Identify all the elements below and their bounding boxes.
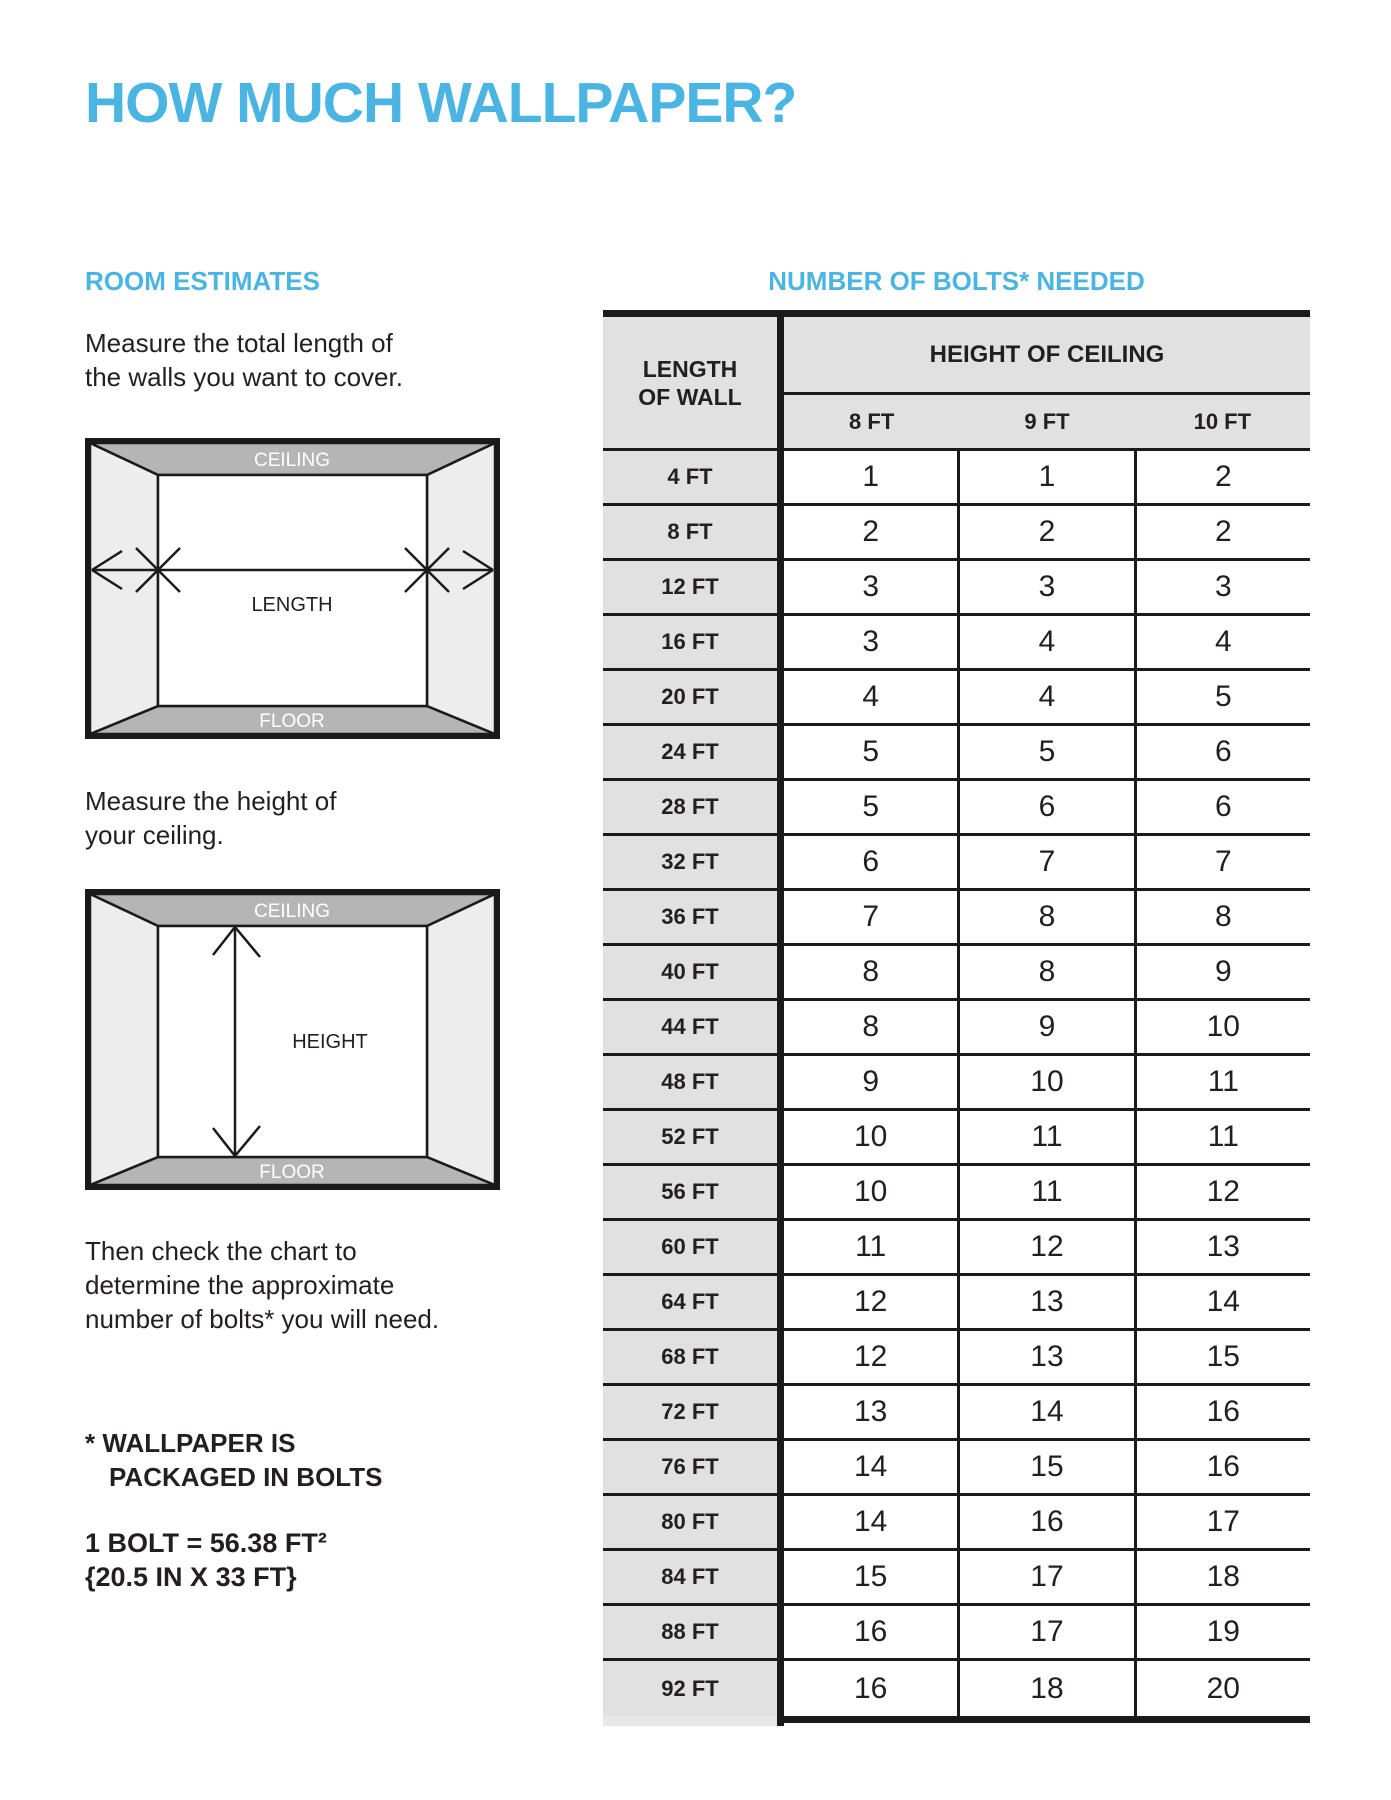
bolts-9ft-cell: 8 [960,891,1136,943]
bolt-size-info [85,1526,327,1594]
table-row [603,561,1310,616]
bolts-9ft-cell: 18 [960,1661,1136,1716]
back-wall-panel [158,475,427,706]
bolts-10ft-cell: 7 [1214,845,1232,878]
wall-length-cell: 80 FT [603,1496,777,1548]
bolts-footnote [85,1426,382,1494]
table-row [603,506,1310,561]
table-row [603,671,1310,726]
bolts-9ft-cell: 17 [960,1606,1136,1658]
table-row [603,616,1310,671]
col-header-9ft: 9 FT [1024,408,1070,434]
table-row [603,1606,1310,1661]
bolts-10ft-cell: 6 [1214,790,1232,823]
measure-length-text [85,326,403,394]
measure-height-text [85,784,337,852]
bolts-10ft-cell: 3 [1214,570,1232,603]
bolts-9ft-cell: 17 [960,1551,1136,1603]
bolts-10ft-cell: 13 [1206,1230,1240,1263]
bolts-10ft-cell: 2 [1214,515,1232,548]
col-header-10ft: 10 FT [1193,408,1252,434]
table-row [603,1386,1310,1441]
wall-length-cell: 16 FT [603,616,777,668]
bolts-8ft-cell: 16 [784,1661,960,1716]
wall-length-cell: 32 FT [603,836,777,888]
wall-length-cell: 24 FT [603,726,777,778]
bolts-table [603,310,1310,1726]
table-row [603,891,1310,946]
wall-length-cell: 20 FT [603,671,777,723]
wall-length-cell: 84 FT [603,1551,777,1603]
text-line: determine the approximate [85,1270,395,1300]
table-row [603,1661,1310,1716]
room-estimates-heading: ROOM ESTIMATES [85,266,320,296]
bolts-8ft-cell: 16 [784,1606,960,1658]
bolts-10ft-cell: 6 [1214,735,1232,768]
thick-column-divider [777,946,784,998]
table-row [603,946,1310,1001]
header-line: OF WALL [638,383,742,410]
bolts-8ft-cell: 5 [784,726,960,778]
wall-length-cell: 48 FT [603,1056,777,1108]
bolts-9ft-cell: 8 [960,946,1136,998]
bolts-10ft-cell: 20 [1206,1671,1240,1705]
ceiling-height-columns [784,395,1310,448]
bolts-8ft-cell: 4 [784,671,960,723]
table-row [603,1166,1310,1221]
col-header-8ft: 8 FT [849,408,895,434]
bolts-8ft-cell: 14 [784,1441,960,1493]
thick-column-divider [777,1551,784,1603]
thick-column-divider [777,1441,784,1493]
wall-length-cell: 40 FT [603,946,777,998]
bolts-10ft-cell: 11 [1207,1065,1239,1098]
wall-length-cell: 76 FT [603,1441,777,1493]
bolts-10ft-cell: 16 [1206,1395,1240,1428]
thick-column-divider [777,891,784,943]
table-bottom [603,1716,1310,1726]
bolts-9ft-cell: 4 [960,616,1136,668]
bolts-9ft-cell: 3 [960,561,1136,613]
text-line: the walls you want to cover. [85,362,403,392]
right-wall-panel [427,894,495,1185]
page-title: HOW MUCH WALLPAPER? [85,71,797,135]
text-line: PACKAGED IN BOLTS [109,1462,383,1492]
text-line: {20.5 IN X 33 FT} [85,1562,297,1592]
table-bottom-border [784,1716,1310,1723]
thick-column-divider [777,317,784,448]
floor-label: FLOOR [259,1162,325,1183]
text-line: Measure the height of [85,786,337,816]
height-label: HEIGHT [292,1031,368,1053]
bolts-9ft-cell: 5 [960,726,1136,778]
table-row [603,1001,1310,1056]
bolts-9ft-cell: 9 [960,1001,1136,1053]
thick-column-divider [777,1056,784,1108]
bolts-8ft-cell: 2 [784,506,960,558]
bolts-10ft-cell: 2 [1214,460,1232,493]
wall-length-cell: 60 FT [603,1221,777,1273]
header-line: LENGTH [642,355,738,382]
bolts-9ft-cell: 16 [960,1496,1136,1548]
wall-length-cell: 88 FT [603,1606,777,1658]
bolts-8ft-cell: 12 [784,1331,960,1383]
wall-length-cell: 92 FT [603,1661,777,1716]
thick-column-divider [777,451,784,503]
ceiling-label: CEILING [253,901,331,922]
bolts-10ft-cell: 9 [1214,955,1232,988]
bolts-9ft-cell: 11 [960,1166,1136,1218]
bolts-10ft-cell: 19 [1206,1615,1240,1648]
table-body [603,451,1310,1716]
table-row [603,1331,1310,1386]
table-row [603,451,1310,506]
bolts-8ft-cell: 12 [784,1276,960,1328]
table-row [603,1276,1310,1331]
bolts-10ft-cell: 10 [1206,1010,1240,1043]
bolts-9ft-cell: 2 [960,506,1136,558]
bolts-8ft-cell: 3 [784,616,960,668]
wall-length-cell: 28 FT [603,781,777,833]
wall-length-cell: 64 FT [603,1276,777,1328]
ceiling-label: CEILING [253,450,331,471]
table-row [603,1111,1310,1166]
table-row [603,1441,1310,1496]
bolts-9ft-cell: 13 [960,1276,1136,1328]
thick-column-divider [777,1111,784,1163]
wall-length-cell: 8 FT [603,506,777,558]
bolts-8ft-cell: 10 [784,1166,960,1218]
wall-length-cell: 72 FT [603,1386,777,1438]
right-wall-panel [427,443,495,734]
bolts-10ft-cell: 5 [1214,680,1232,713]
wall-length-cell: 36 FT [603,891,777,943]
thick-column-divider [777,506,784,558]
text-line: * WALLPAPER IS [85,1428,296,1458]
wall-length-cell: 44 FT [603,1001,777,1053]
bolts-10ft-cell: 14 [1206,1285,1240,1318]
bolts-8ft-cell: 11 [784,1221,960,1273]
thick-column-divider [777,1001,784,1053]
thick-column-divider [777,1331,784,1383]
bolts-10ft-cell: 8 [1214,900,1232,933]
table-row [603,781,1310,836]
thick-column-divider [777,561,784,613]
wall-length-cell: 4 FT [603,451,777,503]
bolts-8ft-cell: 1 [784,451,960,503]
left-wall-panel [90,443,158,734]
thick-column-divider [777,1606,784,1658]
bolts-9ft-cell: 10 [960,1056,1136,1108]
bolts-8ft-cell: 10 [784,1111,960,1163]
table-row [603,726,1310,781]
bolts-9ft-cell: 12 [960,1221,1136,1273]
bolts-8ft-cell: 5 [784,781,960,833]
thick-column-divider [777,1386,784,1438]
bolts-10ft-cell: 11 [1207,1120,1239,1153]
thick-column-divider [777,671,784,723]
bolts-10ft-cell: 12 [1206,1175,1240,1208]
text-line: Measure the total length of [85,328,393,358]
table-row [603,836,1310,891]
bolts-8ft-cell: 6 [784,836,960,888]
bolts-9ft-cell: 6 [960,781,1136,833]
floor-label: FLOOR [259,711,325,732]
bolts-9ft-cell: 15 [960,1441,1136,1493]
height-of-ceiling-header: HEIGHT OF CEILING [784,317,1310,392]
left-wall-panel [90,894,158,1185]
table-top-border [603,310,1310,317]
bolts-8ft-cell: 15 [784,1551,960,1603]
thick-column-divider [777,781,784,833]
bolts-9ft-cell: 4 [960,671,1136,723]
check-chart-text [85,1234,439,1336]
height-diagram [85,889,500,1190]
length-label: LENGTH [251,594,333,616]
thick-column-divider [777,726,784,778]
bolts-needed-heading: NUMBER OF BOLTS* NEEDED [768,266,1145,296]
wall-length-cell: 68 FT [603,1331,777,1383]
length-diagram [85,438,500,739]
bolts-9ft-cell: 7 [960,836,1136,888]
bolts-10ft-cell: 18 [1206,1560,1240,1593]
bolts-10ft-cell: 16 [1206,1450,1240,1483]
text-line: your ceiling. [85,820,224,850]
text-line: number of bolts* you will need. [85,1304,440,1334]
table-row [603,1221,1310,1276]
bolts-10ft-cell: 15 [1206,1340,1240,1373]
bolts-9ft-cell: 11 [960,1111,1136,1163]
bolts-8ft-cell: 9 [784,1056,960,1108]
bolts-9ft-cell: 14 [960,1386,1136,1438]
bolts-8ft-cell: 8 [784,1001,960,1053]
table-row [603,1056,1310,1111]
thick-column-divider [777,1716,784,1726]
wall-length-cell: 56 FT [603,1166,777,1218]
wall-length-cell: 12 FT [603,561,777,613]
text-line: 1 BOLT = 56.38 FT² [85,1528,327,1558]
bolts-8ft-cell: 8 [784,946,960,998]
table-row [603,1496,1310,1551]
bolts-9ft-cell: 1 [960,451,1136,503]
thick-column-divider [777,836,784,888]
bolts-10ft-cell: 17 [1206,1505,1240,1538]
thick-column-divider [777,616,784,668]
bolts-8ft-cell: 14 [784,1496,960,1548]
wall-length-cell: 52 FT [603,1111,777,1163]
thick-column-divider [777,1221,784,1273]
table-header [603,317,1310,448]
bolts-9ft-cell: 13 [960,1331,1136,1383]
bolts-8ft-cell: 13 [784,1386,960,1438]
label-column-tail [603,1716,777,1726]
thick-column-divider [777,1166,784,1218]
bolts-8ft-cell: 3 [784,561,960,613]
thick-column-divider [777,1276,784,1328]
text-line: Then check the chart to [85,1236,357,1266]
length-of-wall-header [603,317,777,448]
thick-column-divider [777,1496,784,1548]
thick-column-divider [777,1661,784,1716]
bolts-8ft-cell: 7 [784,891,960,943]
table-row [603,1551,1310,1606]
bolts-10ft-cell: 4 [1214,625,1232,658]
